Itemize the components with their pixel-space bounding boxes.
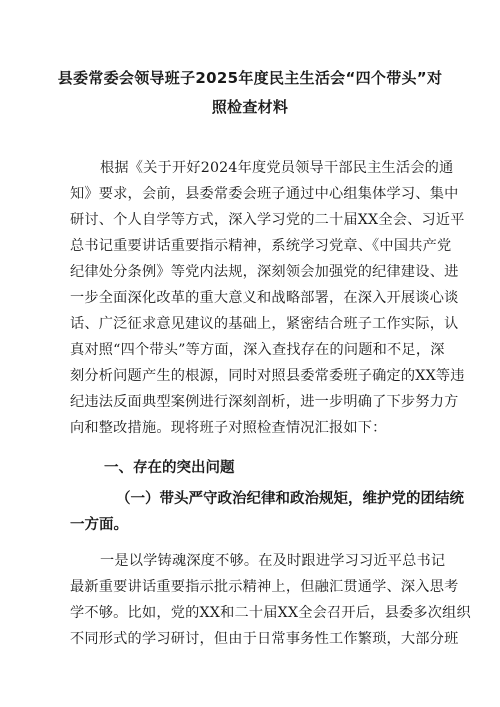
intro-line: 知》要求，会前，县委常委会班子通过中心组集体学习、集中: [70, 186, 459, 202]
intro-line: 话、广泛征求意见建议的基础上，紧密结合班子工作实际，认: [70, 316, 459, 332]
problem-line: 一是以学铸魂深度不够。在及时跟进学习习近平总书记: [100, 553, 446, 569]
intro-line: 向和整改措施。现将班子对照检查情况汇报如下：: [70, 420, 387, 436]
document-title-line-1: 县委常委会领导班子2025年度民主生活会“四个带头”对: [57, 69, 443, 87]
intro-line: 纪律处分条例》等党内法规，深刻领会加强党的纪律建设、进: [70, 264, 459, 280]
document-title-line-2: 照检查材料: [211, 98, 289, 116]
intro-line: 真对照“四个带头”等方面，深入查找存在的问题和不足，深: [70, 342, 445, 358]
intro-line: 研讨、个人自学等方式，深入学习党的二十届XX全会、习近平: [70, 212, 465, 228]
subsection-heading-line-2: 一方面。: [70, 517, 128, 533]
problem-line: 学不够。比如，党的XX和二十届XX全会召开后，县委多次组织: [70, 605, 471, 621]
problem-line: 不同形式的学习研讨，但由于日常事务性工作繁琐，大部分班: [70, 631, 459, 647]
intro-line: 刻分析问题产生的根源，同时对照县委常委班子确定的XX等违: [70, 368, 465, 384]
intro-line: 总书记重要讲话重要指示精神，系统学习党章、《中国共产党: [70, 238, 452, 254]
subsection-heading-line-1: （一）带头严守政治纪律和政治规矩，维护党的团结统: [116, 491, 464, 507]
intro-line: 一步全面深化改革的重大意义和战略部署，在深入开展谈心谈: [70, 290, 459, 306]
intro-line: 纪违法反面典型案例进行深刻剖析，进一步明确了下步努力方: [70, 394, 459, 410]
intro-line: 根据《关于开好2024年度党员领导干部民主生活会的通: [100, 160, 454, 176]
section-heading: 一、存在的突出问题: [104, 460, 235, 476]
problem-line: 最新重要讲话重要指示批示精神上，但融汇贯通学、深入思考: [70, 579, 459, 595]
